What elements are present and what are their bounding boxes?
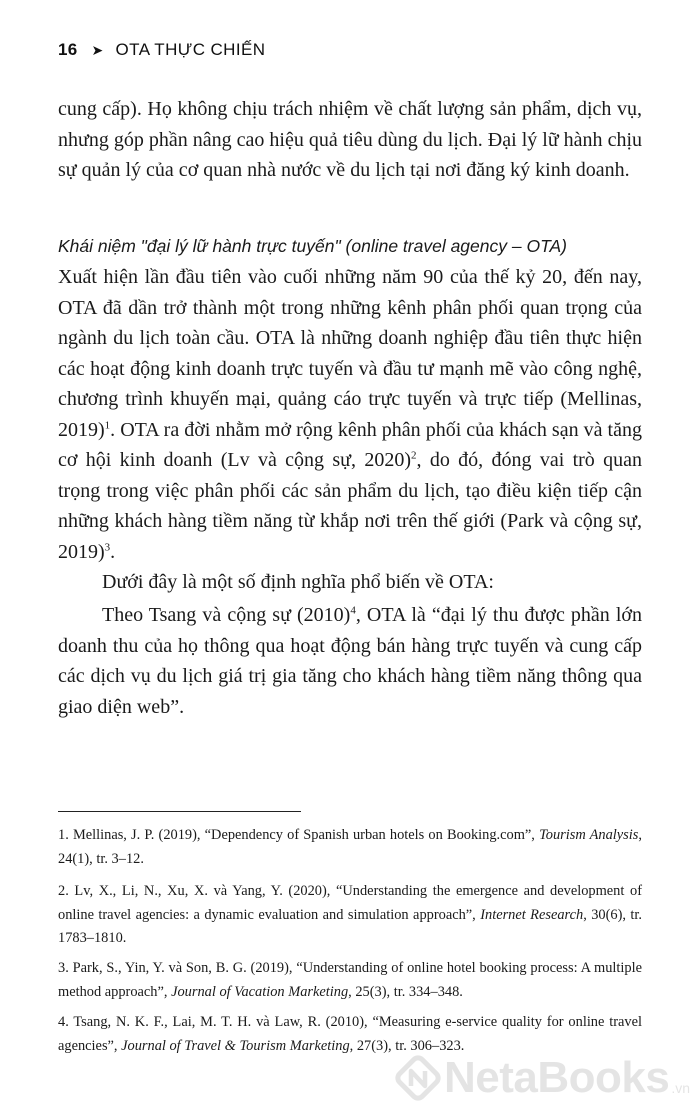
section-heading: Khái niệm "đại lý lữ hành trực tuyến" (online travel agency – OTA) <box>58 236 567 256</box>
paragraph-2-text: . <box>110 540 116 563</box>
footnote-journal: Tourism Analysis <box>539 827 639 843</box>
watermark-text: NetaBooks <box>443 1053 670 1102</box>
intro-block <box>58 94 642 186</box>
footnote-text: , 27(3), tr. 306–323. <box>349 1037 465 1054</box>
footnote-2 <box>58 880 642 951</box>
footnote-3 <box>58 957 642 1004</box>
footnote-text: , 25(3), tr. 334–348. <box>348 983 463 1000</box>
arrow-right-icon: ➤ <box>91 41 104 58</box>
paragraph-2-block <box>58 262 642 567</box>
footnote-4 <box>58 1011 642 1058</box>
section-heading-block <box>58 231 642 261</box>
netabooks-logo-icon <box>392 1052 444 1104</box>
paragraph-3: Dưới đây là một số định nghĩa phổ biến về OTA: <box>102 571 494 593</box>
paragraph-2-text: , do đó, đóng vai trò quan trọng trong việc phân phối các sản phẩm du lịch, tạo điều kiện tiếp cận những khách hàng tiềm năng từ khắp nơi trên thế giới (Park và cộng sự, 2019) <box>58 449 643 563</box>
paragraph-4-text: Theo Tsang và cộng sự (2010) <box>102 604 351 626</box>
watermark-suffix: .vn <box>671 1080 690 1096</box>
paragraph-4-block <box>58 600 642 722</box>
footnote-text: 3. Park, S., Yin, Y. và Son, B. G. (2019), “Understanding of online hotel booking process: A multiple method approach”, <box>58 960 642 1000</box>
footnote-text: 4. Tsang, N. K. F., Lai, M. T. H. và Law, R. (2010), “Measuring e-service quality for online travel agencies”, <box>58 1014 642 1054</box>
footnote-journal: Journal of Vacation Marketing <box>171 983 349 1000</box>
page-header <box>58 40 265 60</box>
paragraph-3-block <box>58 567 642 598</box>
footnote-1 <box>58 824 642 871</box>
footnote-text: 1. Mellinas, J. P. (2019), “Dependency of Spanish urban hotels on Booking.com”, <box>58 827 540 843</box>
footnote-ref-3: 3 <box>104 540 111 553</box>
footnote-divider <box>58 811 301 812</box>
paragraph-4 <box>58 600 642 722</box>
intro-paragraph: cung cấp). Họ không chịu trách nhiệm về chất lượng sản phẩm, dịch vụ, nhưng góp phần nâng cao hiệu quả tiêu dùng du lịch. Đại lý lữ hành chịu sự quản lý của cơ quan nhà nước về du lịch tại nơi đăng ký kinh doanh. <box>58 98 642 181</box>
paragraph-4-text: , OTA là “đại lý thu được phần lớn doanh thu của họ thông qua hoạt động bán hàng trực tuyến và cung cấp các dịch vụ du lịch giá trị gia tăng cho khách hàng tiềm năng thông qua giao diện web”. <box>58 604 642 718</box>
paragraph-2 <box>58 262 642 567</box>
page-number: 16 <box>58 40 78 59</box>
running-title: OTA THỰC CHIẾN <box>115 40 266 59</box>
footnote-ref-4: 4 <box>350 604 356 617</box>
footnote-text: 2. Lv, X., Li, N., Xu, X. và Yang, Y. (2020), “Understanding the emergence and development of online travel agencies: a dynamic evaluation and simulation approach”, <box>58 883 642 923</box>
paragraph-2-text: . OTA ra đời nhằm mở rộng kênh phân phối của khách sạn và tăng cơ hội kinh doanh (Lv và cộng sự, 2020) <box>58 418 642 471</box>
footnote-ref-2: 2 <box>411 449 417 462</box>
watermark <box>392 1052 690 1104</box>
footnote-text: , 24(1), tr. 3–12. <box>58 827 642 867</box>
footnote-journal: Internet Research <box>480 906 584 923</box>
footnote-ref-1: 1 <box>104 418 111 431</box>
paragraph-2-text: Xuất hiện lần đầu tiên vào cuối những năm 90 của thế kỷ 20, đến nay, OTA đã dần trở thành một trong những kênh phân phối quan trọng của ngành du lịch toàn cầu. OTA là những doanh nghiệp đầu tiên thực hiện các hoạt động kinh doanh trực tuyến và đầu tư mạnh mẽ vào công nghệ, chương trình khuyến mại, quảng cáo trực tuyến và trực tiếp (Mellinas, 2019) <box>58 266 642 441</box>
footnote-text: , 30(6), tr. 1783–1810. <box>58 906 643 946</box>
footnote-journal: Journal of Travel & Tourism Marketing <box>121 1037 350 1054</box>
